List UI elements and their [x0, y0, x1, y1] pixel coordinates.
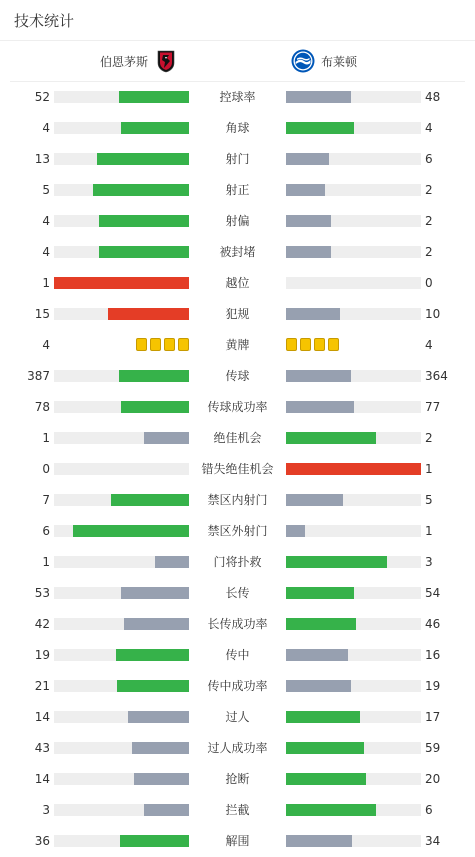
home-bar-track: [54, 804, 189, 816]
stat-label: 被封堵: [219, 245, 256, 259]
home-bar-fill: [155, 556, 189, 568]
stat-label: 长传成功率: [207, 617, 268, 631]
yellow-card-icon: [164, 338, 175, 351]
away-value: 1: [425, 524, 433, 538]
away-bar-track: [286, 618, 421, 630]
away-bar-track: [286, 680, 421, 692]
away-bar-track: [286, 184, 421, 196]
away-value: 0: [425, 276, 433, 290]
away-value: 1: [425, 462, 433, 476]
teams-header: [10, 41, 465, 82]
home-bar-fill: [121, 122, 189, 134]
away-bar-fill: [286, 587, 354, 599]
stat-row-fouls: [0, 298, 475, 329]
stat-label: 过人成功率: [207, 741, 268, 755]
stat-row-shots-off-target: [0, 205, 475, 236]
away-bar-fill: [286, 308, 340, 320]
home-bar-fill: [117, 680, 189, 692]
stat-row-tackles: [0, 763, 475, 794]
stat-label: 长传: [225, 586, 250, 600]
stat-row-clearances: [0, 825, 475, 856]
away-yellow-cards: [286, 338, 339, 351]
home-bar-track: [54, 401, 189, 413]
home-bar-fill: [128, 711, 189, 723]
stat-row-shots-outside-box: [0, 515, 475, 546]
away-value: 6: [425, 803, 433, 817]
home-bar-fill: [93, 184, 189, 196]
away-bar-track: [286, 277, 421, 289]
home-bar-track: [54, 370, 189, 382]
away-value: 20: [425, 772, 441, 786]
home-value: 3: [42, 803, 50, 817]
stat-label: 射正: [225, 183, 250, 197]
stat-label: 传球成功率: [207, 400, 268, 414]
home-value: 14: [34, 710, 50, 724]
away-value: 5: [425, 493, 433, 507]
stat-label: 犯规: [225, 307, 250, 321]
home-bar-track: [54, 494, 189, 506]
home-bar-fill: [134, 773, 189, 785]
stat-label: 禁区外射门: [207, 524, 268, 538]
stat-label: 错失绝佳机会: [201, 462, 274, 476]
stat-label: 传球: [225, 369, 250, 383]
stat-row-dribbles: [0, 701, 475, 732]
away-bar-track: [286, 525, 421, 537]
yellow-card-icon: [328, 338, 339, 351]
stat-row-offsides: [0, 267, 475, 298]
stat-row-yellow-cards: [0, 329, 475, 360]
away-bar-fill: [286, 153, 329, 165]
away-bar-fill: [286, 773, 366, 785]
home-bar-fill: [120, 835, 189, 847]
home-value: 5: [42, 183, 50, 197]
away-bar-track: [286, 91, 421, 103]
stat-row-big-chances: [0, 422, 475, 453]
stat-row-shots-on-target: [0, 174, 475, 205]
away-bar-fill: [286, 246, 331, 258]
home-bar-track: [54, 308, 189, 320]
away-bar-track: [286, 463, 421, 475]
home-bar-track: [54, 91, 189, 103]
page-title: 技术统计: [14, 12, 75, 30]
away-bar-fill: [286, 370, 351, 382]
stat-label: 抢断: [225, 772, 250, 786]
home-bar-track: [54, 184, 189, 196]
away-bar-track: [286, 556, 421, 568]
stat-label: 黄牌: [225, 338, 250, 352]
home-value: 42: [34, 617, 50, 631]
away-team[interactable]: [291, 49, 357, 73]
away-bar-track: [286, 649, 421, 661]
away-bar-track: [286, 587, 421, 599]
home-value: 6: [42, 524, 50, 538]
stat-row-long-ball-accuracy: [0, 608, 475, 639]
home-bar-fill: [144, 804, 189, 816]
stat-label: 拦截: [225, 803, 250, 817]
away-bar-fill: [286, 91, 351, 103]
away-value: 2: [425, 214, 433, 228]
yellow-card-icon: [300, 338, 311, 351]
home-bar-fill: [119, 91, 189, 103]
home-bar-track: [54, 463, 189, 475]
yellow-card-icon: [150, 338, 161, 351]
home-value: 1: [42, 431, 50, 445]
stat-label: 过人: [225, 710, 250, 724]
away-team-name: 布莱顿: [321, 54, 358, 69]
home-team[interactable]: [100, 49, 178, 73]
away-bar-track: [286, 153, 421, 165]
away-value: 59: [425, 741, 441, 755]
header: [0, 0, 475, 41]
home-bar-track: [54, 122, 189, 134]
away-bar-track: [286, 432, 421, 444]
home-bar-track: [54, 432, 189, 444]
home-bar-track: [54, 556, 189, 568]
stat-label: 解围: [225, 834, 250, 848]
home-bar-track: [54, 680, 189, 692]
home-value: 52: [34, 90, 50, 104]
stat-row-dribble-success: [0, 732, 475, 763]
away-value: 2: [425, 183, 433, 197]
home-bar-fill: [124, 618, 189, 630]
home-bar-fill: [119, 370, 189, 382]
stat-row-passes: [0, 360, 475, 391]
away-bar-track: [286, 711, 421, 723]
home-bar-track: [54, 711, 189, 723]
home-bar-fill: [97, 153, 189, 165]
home-bar-fill: [99, 246, 189, 258]
away-bar-track: [286, 773, 421, 785]
away-value: 2: [425, 245, 433, 259]
home-value: 43: [34, 741, 50, 755]
brighton-crest-icon: [291, 49, 315, 73]
home-value: 36: [34, 834, 50, 848]
home-bar-track: [54, 835, 189, 847]
home-bar-fill: [108, 308, 189, 320]
home-team-name: 伯恩茅斯: [99, 54, 148, 69]
yellow-card-icon: [314, 338, 325, 351]
stat-row-possession: [0, 81, 475, 112]
stat-row-pass-accuracy: [0, 391, 475, 422]
away-value: 6: [425, 152, 433, 166]
home-bar-track: [54, 773, 189, 785]
away-value: 34: [425, 834, 441, 848]
away-bar-fill: [286, 556, 387, 568]
home-bar-fill: [121, 587, 189, 599]
away-bar-fill: [286, 525, 305, 537]
away-bar-fill: [286, 742, 364, 754]
home-value: 13: [34, 152, 50, 166]
away-bar-track: [286, 122, 421, 134]
home-value: 15: [34, 307, 50, 321]
stat-label: 门将扑救: [213, 555, 262, 569]
home-value: 53: [34, 586, 50, 600]
away-value: 16: [425, 648, 441, 662]
stat-row-big-chances-missed: [0, 453, 475, 484]
away-bar-track: [286, 246, 421, 258]
away-bar-fill: [286, 711, 360, 723]
away-bar-track: [286, 494, 421, 506]
home-value: 387: [27, 369, 50, 383]
away-bar-track: [286, 401, 421, 413]
stat-row-goalkeeper-saves: [0, 546, 475, 577]
home-value: 14: [34, 772, 50, 786]
away-value: 2: [425, 431, 433, 445]
home-value: 1: [42, 555, 50, 569]
away-bar-fill: [286, 122, 354, 134]
stat-row-cross-accuracy: [0, 670, 475, 701]
away-value: 364: [425, 369, 448, 383]
stat-row-crosses: [0, 639, 475, 670]
home-bar-track: [54, 525, 189, 537]
home-value: 1: [42, 276, 50, 290]
away-bar-fill: [286, 215, 331, 227]
home-bar-track: [54, 587, 189, 599]
home-yellow-cards: [136, 338, 189, 351]
home-bar-fill: [73, 525, 189, 537]
away-bar-track: [286, 835, 421, 847]
home-bar-track: [54, 618, 189, 630]
home-value: 19: [34, 648, 50, 662]
away-bar-fill: [286, 649, 348, 661]
away-value: 19: [425, 679, 441, 693]
away-value: 4: [425, 121, 433, 135]
away-bar-fill: [286, 432, 376, 444]
away-value: 48: [425, 90, 441, 104]
home-value: 4: [42, 214, 50, 228]
yellow-card-icon: [136, 338, 147, 351]
home-bar-track: [54, 649, 189, 661]
home-bar-fill: [121, 401, 189, 413]
stat-row-blocked-shots: [0, 236, 475, 267]
home-bar-track: [54, 153, 189, 165]
away-bar-track: [286, 215, 421, 227]
stat-label: 绝佳机会: [213, 431, 262, 445]
away-bar-fill: [286, 494, 343, 506]
stat-row-long-balls: [0, 577, 475, 608]
away-bar-track: [286, 308, 421, 320]
home-value: 78: [34, 400, 50, 414]
home-value: 4: [42, 338, 50, 352]
stat-label: 禁区内射门: [207, 493, 268, 507]
away-bar-fill: [286, 401, 354, 413]
home-bar-fill: [99, 215, 189, 227]
stat-label: 越位: [225, 276, 250, 290]
home-bar-fill: [144, 432, 189, 444]
home-bar-track: [54, 215, 189, 227]
home-value: 21: [34, 679, 50, 693]
away-value: 46: [425, 617, 441, 631]
away-bar-fill: [286, 618, 356, 630]
home-value: 7: [42, 493, 50, 507]
away-bar-track: [286, 804, 421, 816]
yellow-card-icon: [178, 338, 189, 351]
away-bar-fill: [286, 804, 376, 816]
away-bar-fill: [286, 184, 325, 196]
stat-row-interceptions: [0, 794, 475, 825]
home-bar-fill: [54, 277, 189, 289]
away-value: 4: [425, 338, 433, 352]
away-bar-fill: [286, 680, 351, 692]
home-bar-track: [54, 277, 189, 289]
bournemouth-crest-icon: [154, 49, 178, 73]
away-value: 17: [425, 710, 441, 724]
stat-label: 控球率: [219, 90, 256, 104]
away-value: 54: [425, 586, 441, 600]
away-bar-track: [286, 742, 421, 754]
stat-row-shots: [0, 143, 475, 174]
stat-row-corners: [0, 112, 475, 143]
away-value: 10: [425, 307, 441, 321]
away-value: 77: [425, 400, 441, 414]
home-bar-track: [54, 742, 189, 754]
away-bar-track: [286, 370, 421, 382]
yellow-card-icon: [286, 338, 297, 351]
stat-label: 射门: [225, 152, 250, 166]
stat-label: 传中成功率: [207, 679, 268, 693]
away-bar-fill: [286, 835, 352, 847]
home-value: 4: [42, 121, 50, 135]
stat-row-shots-inside-box: [0, 484, 475, 515]
stat-label: 射偏: [225, 214, 250, 228]
home-bar-fill: [132, 742, 189, 754]
away-value: 3: [425, 555, 433, 569]
home-bar-track: [54, 246, 189, 258]
home-bar-fill: [116, 649, 189, 661]
stat-label: 传中: [225, 648, 250, 662]
away-bar-fill: [286, 463, 421, 475]
home-value: 0: [42, 462, 50, 476]
stat-label: 角球: [225, 121, 250, 135]
home-bar-fill: [111, 494, 189, 506]
home-value: 4: [42, 245, 50, 259]
